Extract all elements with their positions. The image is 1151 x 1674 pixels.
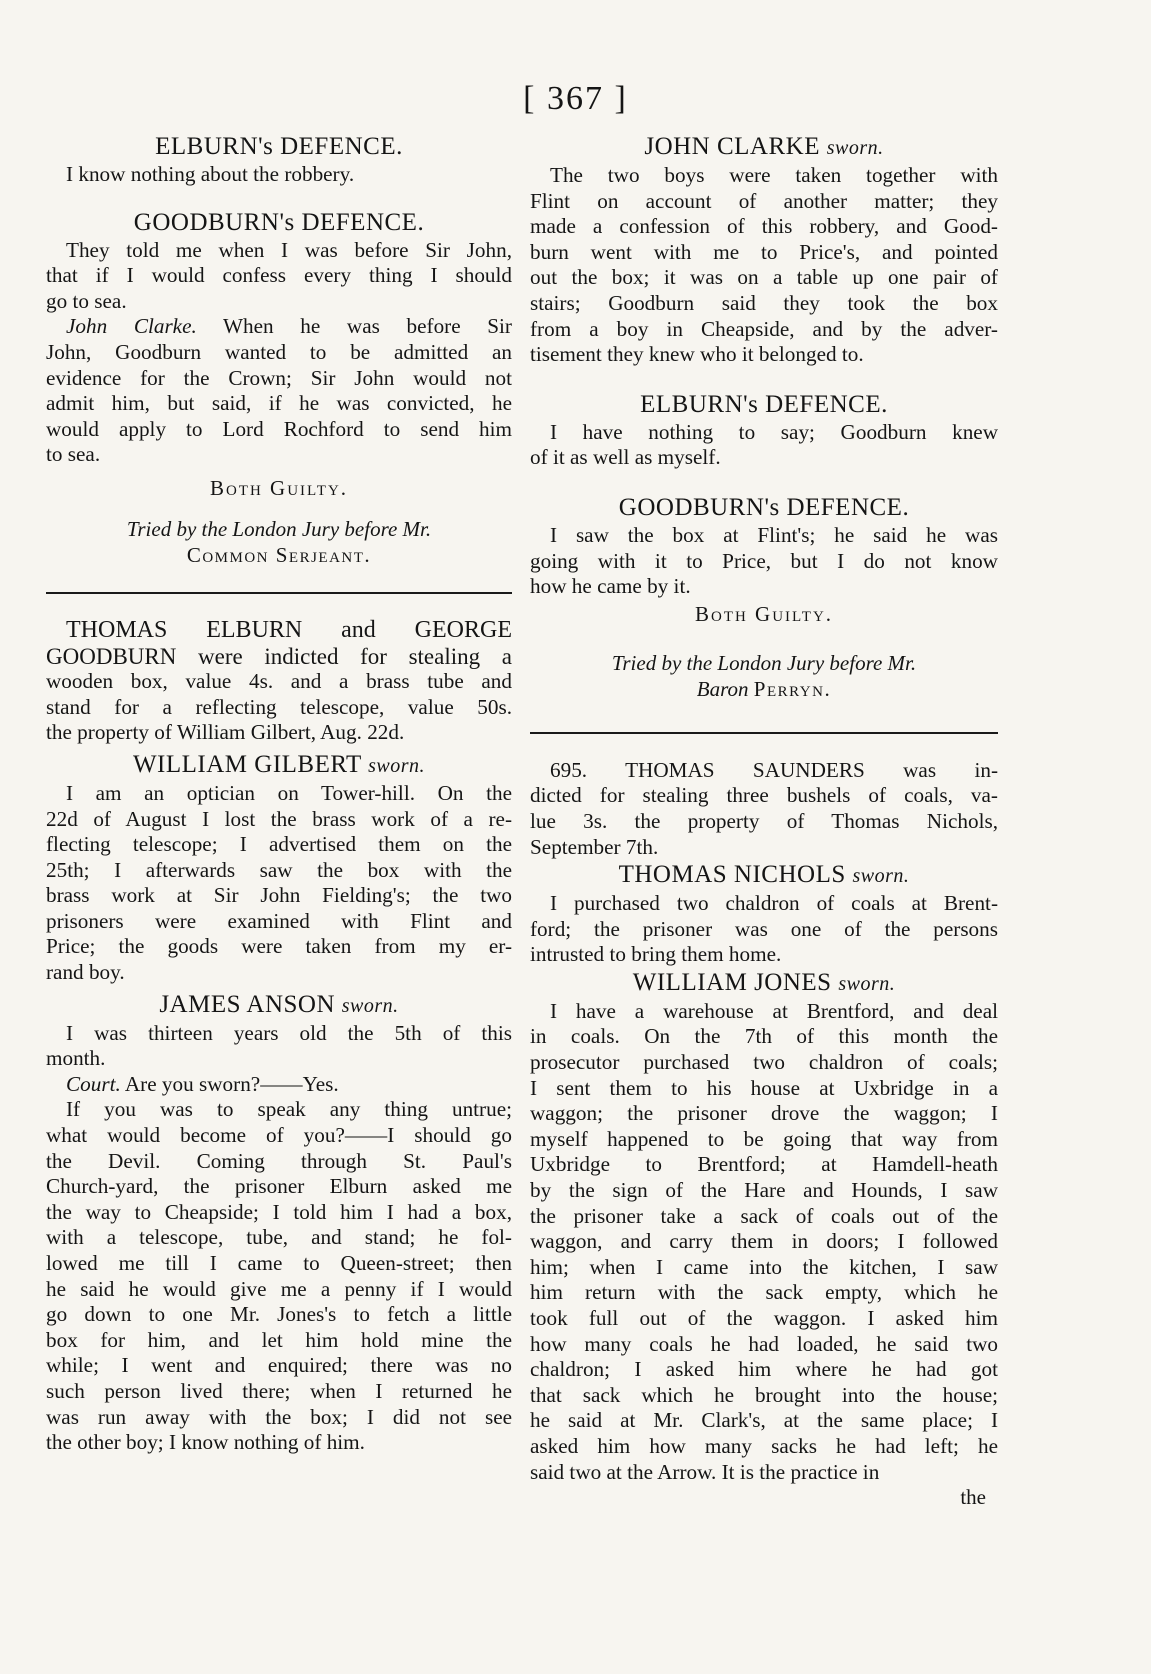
text-line: go down to one Mr. Jones's to fetch a little — [46, 1302, 512, 1327]
anson-sworn-heading — [46, 990, 512, 1021]
text-line: THOMAS ELBURN and GEORGE — [66, 617, 512, 643]
tried-note — [530, 650, 998, 702]
text-line: 22d of August I lost the brass work of a re- — [46, 806, 512, 831]
text-line: I saw the box at Flint's; he said he was — [550, 522, 998, 547]
text-line: Court. Are you sworn?——Yes. — [66, 1071, 339, 1096]
text-line: that if I would confess every thing I should — [46, 263, 512, 288]
witness-name: THOMAS NICHOLS — [618, 861, 846, 889]
text-line: September 7th. — [530, 834, 659, 859]
text-line: waggon; the prisoner drove the waggon; I — [530, 1101, 998, 1126]
text-line: the Devil. Coming through St. Paul's — [46, 1148, 512, 1173]
goodburn-defence-heading: GOODBURN's DEFENCE. — [133, 208, 425, 236]
gilbert-sworn-heading — [46, 750, 512, 781]
john-clarke-testimony — [46, 314, 512, 468]
text-line: They told me when I was before Sir John, — [66, 237, 512, 262]
catchword: the — [960, 1485, 986, 1510]
text-line: evidence for the Crown; Sir John would not — [46, 365, 512, 390]
sworn-label: sworn. — [852, 865, 910, 888]
text-line: from a boy in Cheapside, and by the adver- — [530, 316, 998, 341]
text-line: brass work at Sir John Fielding's; the two — [46, 883, 512, 908]
elburn-defence-heading: ELBURN's DEFENCE. — [640, 390, 888, 418]
witness-name: WILLIAM JONES — [632, 968, 832, 996]
text-line: stairs; Goodburn said they took the box — [530, 290, 998, 315]
sworn-label: sworn. — [341, 994, 399, 1017]
tried-court: Common Serjeant. — [186, 542, 372, 567]
text-line: such person lived there; when I returned he — [46, 1378, 512, 1403]
text-line: I am an optician on Tower-hill. On the — [66, 780, 512, 805]
text-line: he said he would give me a penny if I would — [46, 1276, 512, 1301]
text-line: If you was to speak any thing untrue; — [66, 1097, 512, 1122]
text-line: I know nothing about the robbery. — [66, 162, 355, 186]
goodburn-defence-text — [46, 238, 512, 315]
sworn-label: sworn. — [838, 972, 896, 995]
text-line: to sea. — [46, 442, 101, 467]
text-line: Price; the goods were taken from my er- — [46, 934, 512, 959]
text-line: stand for a reflecting telescope, value 50s. — [46, 694, 512, 719]
tried-line: Tried by the London Jury before Mr. — [126, 516, 432, 541]
anson-testimony-cont — [46, 1097, 512, 1455]
text-line: of it as well as myself. — [530, 445, 721, 470]
text-line: he said at Mr. Clark's, at the same place; I — [530, 1408, 998, 1433]
text-line: I purchased two chaldron of coals at Brent- — [550, 891, 998, 916]
text-line: John Clarke. When he was before Sir — [66, 314, 512, 339]
text-line: Uxbridge to Brentford; at Hamdell-heath — [530, 1152, 998, 1177]
text-line: dicted for stealing three bushels of coals, va- — [530, 783, 998, 808]
text-line: go to sea. — [46, 288, 127, 313]
elburn-defence-heading: ELBURN's DEFENCE. — [155, 133, 403, 160]
text-line: asked him how many sacks he had left; he — [530, 1433, 998, 1458]
tried-court-name: Perryn. — [753, 676, 832, 701]
text-line: myself happened to be going that way from — [530, 1126, 998, 1151]
elburn-defence-text — [530, 420, 998, 471]
text-line: I have a warehouse at Brentford, and deal — [550, 998, 998, 1023]
witness-name: JOHN CLARKE — [644, 133, 820, 160]
text-line: I was thirteen years old the 5th of this — [66, 1020, 512, 1045]
text-line: tisement they knew who it belonged to. — [530, 342, 864, 367]
court-question — [46, 1072, 512, 1098]
text-line: Flint on account of another matter; they — [530, 188, 998, 213]
text-line: said two at the Arrow. It is the practice in — [530, 1459, 880, 1484]
text-line: made a confession of this robbery, and Good- — [530, 214, 998, 239]
clarke-testimony — [530, 163, 998, 368]
nichols-sworn-heading — [530, 860, 998, 891]
text-line: lowed me till I came to Queen-street; then — [46, 1251, 512, 1275]
left-column — [46, 132, 512, 1456]
text-line: the way to Cheapside; I told him I had a box, — [46, 1199, 512, 1224]
text-line: intrusted to bring them home. — [530, 942, 782, 967]
text-line: 695. THOMAS SAUNDERS was in- — [550, 757, 998, 782]
text-line: Church-yard, the prisoner Elburn asked me — [46, 1174, 512, 1199]
witness-name: WILLIAM GILBERT — [132, 750, 362, 778]
text-line: lue 3s. the property of Thomas Nichols, — [530, 808, 998, 833]
page-number: [ 367 ] — [523, 80, 628, 117]
text-line: rand boy. — [46, 960, 125, 985]
text-line: the prisoner take a sack of coals out of the — [530, 1203, 998, 1228]
text-line: box for him, and let him hold mine the — [46, 1327, 512, 1352]
elburn-defence-text — [46, 162, 512, 188]
text-line: him; when I came into the kitchen, I saw — [530, 1254, 998, 1279]
right-column — [530, 132, 998, 1509]
indictment-saunders — [530, 758, 998, 860]
witness-name: JAMES ANSON — [159, 990, 336, 1018]
text-line: I sent them to his house at Uxbridge in a — [530, 1075, 998, 1100]
jones-testimony — [530, 999, 998, 1485]
nichols-testimony — [530, 891, 998, 968]
goodburn-defence-heading: GOODBURN's DEFENCE. — [618, 493, 910, 521]
text-line: month. — [46, 1046, 106, 1071]
text-line: I have nothing to say; Goodburn knew — [550, 419, 998, 444]
sworn-label: sworn. — [368, 754, 426, 777]
text-line: in coals. On the 7th of this month the — [530, 1024, 998, 1049]
text-line: 25th; I afterwards saw the box with the — [46, 857, 512, 882]
text-line: took full out of the waggon. I asked him — [530, 1306, 998, 1330]
tried-note — [46, 516, 512, 568]
text-line: John, Goodburn wanted to be admitted an — [46, 339, 512, 364]
text-line: what would become of you?——I should go — [46, 1123, 512, 1148]
text-line: by the sign of the Hare and Hounds, I saw — [530, 1178, 998, 1203]
text-line: with a telescope, tube, and stand; he fol- — [46, 1225, 512, 1250]
text-line: burn went with me to Price's, and pointed — [530, 239, 998, 264]
text-line: chaldron; I asked him where he had got — [530, 1357, 998, 1382]
text-line: waggon, and carry them in doors; I followed — [530, 1229, 998, 1254]
tried-court-line — [530, 676, 998, 702]
text-line: ford; the prisoner was one of the persons — [530, 916, 998, 941]
text-line: was run away with the box; I did not see — [46, 1404, 512, 1429]
anson-testimony — [46, 1021, 512, 1072]
gilbert-testimony — [46, 781, 512, 986]
text-line: prosecutor purchased two chaldron of coals; — [530, 1050, 998, 1075]
text-line: admit him, but said, if he was convicted, he — [46, 391, 512, 416]
jones-sworn-heading — [530, 968, 998, 999]
text-line: that sack which he brought into the house; — [530, 1382, 998, 1407]
text-line: how many coals he had loaded, he said two — [530, 1331, 998, 1356]
verdict: Both Guilty. — [694, 601, 834, 626]
text-line: would apply to Lord Rochford to send him — [46, 416, 512, 441]
clarke-sworn-heading — [530, 132, 998, 163]
sworn-label: sworn. — [826, 137, 884, 159]
verdict: Both Guilty. — [209, 475, 349, 500]
text-line: how he came by it. — [530, 574, 691, 599]
tried-court-title: Baron — [696, 676, 749, 701]
text-line: GOODBURN were indicted for stealing a — [46, 643, 512, 669]
indictment-elburn-goodburn — [46, 618, 512, 746]
text-line: prisoners were examined with Flint and — [46, 908, 512, 933]
goodburn-defence-text — [530, 523, 998, 600]
text-line: the other boy; I know nothing of him. — [46, 1430, 365, 1455]
tried-line: Tried by the London Jury before Mr. — [611, 650, 917, 675]
text-line: while; I went and enquired; there was no — [46, 1353, 512, 1378]
text-line: him return with the sack empty, which he — [530, 1280, 998, 1305]
text-line: going with it to Price, but I do not know — [530, 548, 998, 573]
text-line: the property of William Gilbert, Aug. 22d. — [46, 720, 405, 745]
text-line: wooden box, value 4s. and a brass tube and — [46, 669, 512, 694]
text-line: flecting telescope; I advertised them on the — [46, 832, 512, 857]
text-line: The two boys were taken together with — [550, 163, 998, 187]
text-line: out the box; it was on a table up one pair of — [530, 265, 998, 290]
